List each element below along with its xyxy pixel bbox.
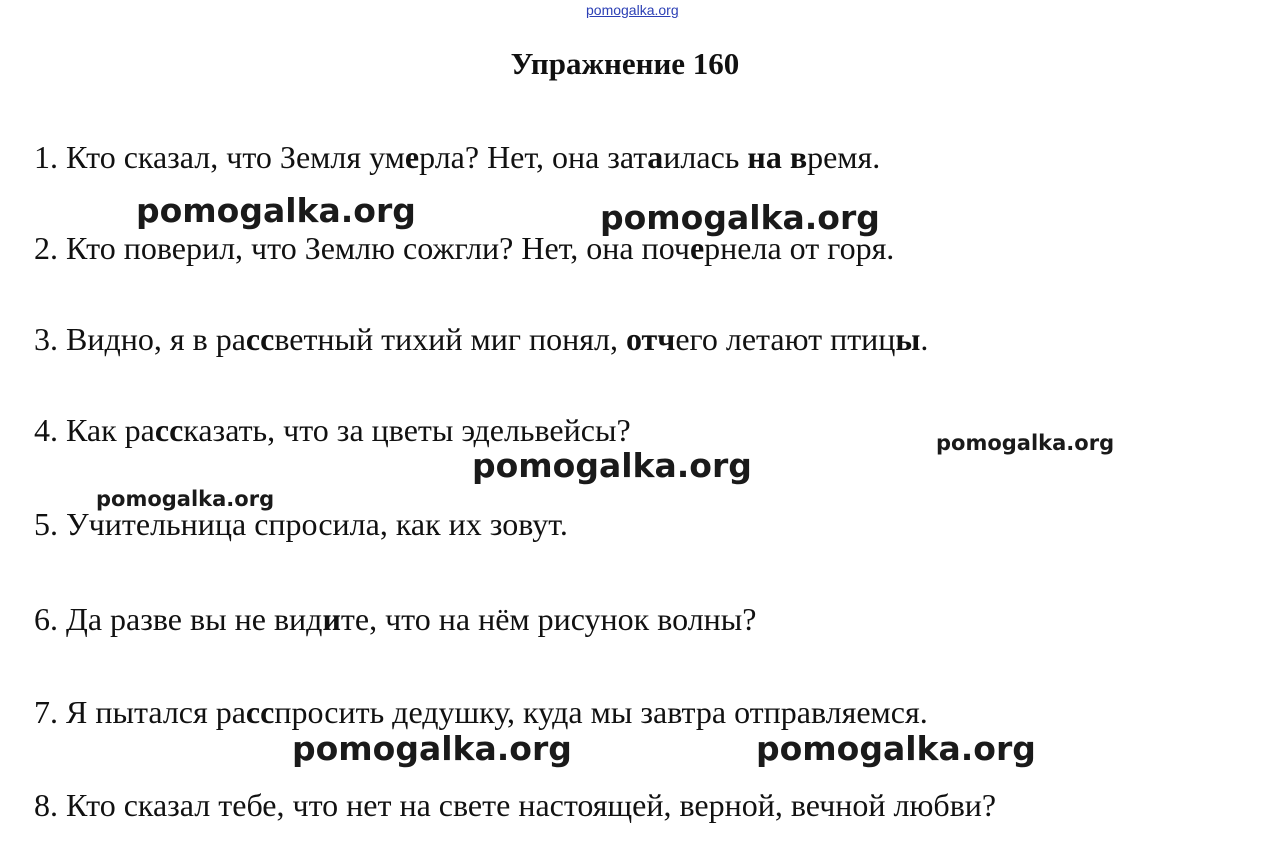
watermark: pomogalka.org bbox=[756, 729, 1036, 768]
highlighted-letters: отч bbox=[625, 321, 676, 357]
sentence-1 bbox=[34, 138, 880, 176]
sentence-text: 7. Я пытался ра bbox=[34, 694, 246, 730]
watermark: pomogalka.org bbox=[292, 729, 572, 768]
highlighted-letters: а bbox=[647, 139, 664, 175]
sentence-text: . bbox=[920, 321, 929, 357]
sentence-text: ветный тихий миг понял, bbox=[274, 321, 626, 357]
highlighted-letters: и bbox=[322, 601, 341, 637]
highlighted-letters: е bbox=[404, 139, 420, 175]
sentence-text: рла? Нет, она зат bbox=[419, 139, 648, 175]
highlighted-letters: сс bbox=[245, 694, 275, 730]
sentence-text: просить дедушку, куда мы завтра отправляемся. bbox=[274, 694, 928, 730]
sentence-text: его летают птиц bbox=[675, 321, 896, 357]
sentence-4 bbox=[34, 411, 631, 449]
watermark: pomogalka.org bbox=[936, 431, 1115, 455]
sentence-text: 2. Кто поверил, что Землю сожгли? Нет, она поч bbox=[34, 230, 690, 266]
highlighted-letters: на в bbox=[747, 139, 808, 175]
sentence-text: 3. Видно, я в ра bbox=[34, 321, 246, 357]
highlighted-letters: е bbox=[689, 230, 705, 266]
sentence-3 bbox=[34, 320, 928, 358]
sentence-text: те, что на нём рисунок волны? bbox=[340, 601, 757, 637]
watermark: pomogalka.org bbox=[136, 191, 416, 230]
sentence-text: рнела от горя. bbox=[704, 230, 895, 266]
watermark: pomogalka.org bbox=[472, 446, 752, 485]
highlighted-letters: ы bbox=[895, 321, 921, 357]
page-title: Упражнение 160 bbox=[510, 46, 740, 81]
sentence-text: ремя. bbox=[807, 139, 881, 175]
sentence-text: 5. Учительница спросила, как их зовут. bbox=[34, 506, 568, 542]
watermark: pomogalka.org bbox=[96, 487, 275, 511]
site-link[interactable]: pomogalka.org bbox=[586, 2, 679, 18]
watermark: pomogalka.org bbox=[600, 198, 880, 237]
sentence-text: 1. Кто сказал, что Земля ум bbox=[34, 139, 405, 175]
sentence-7 bbox=[34, 693, 928, 731]
highlighted-letters: сс bbox=[154, 412, 184, 448]
sentence-text: 8. Кто сказал тебе, что нет на свете настоящей, верной, вечной любви? bbox=[34, 787, 997, 823]
sentence-8 bbox=[34, 786, 996, 824]
sentence-6 bbox=[34, 600, 756, 638]
highlighted-letters: сс bbox=[245, 321, 275, 357]
sentence-text: 6. Да разве вы не вид bbox=[34, 601, 323, 637]
sentence-text: 4. Как ра bbox=[34, 412, 155, 448]
sentence-text: казать, что за цветы эдельвейсы? bbox=[183, 412, 631, 448]
sentence-text: илась bbox=[663, 139, 748, 175]
